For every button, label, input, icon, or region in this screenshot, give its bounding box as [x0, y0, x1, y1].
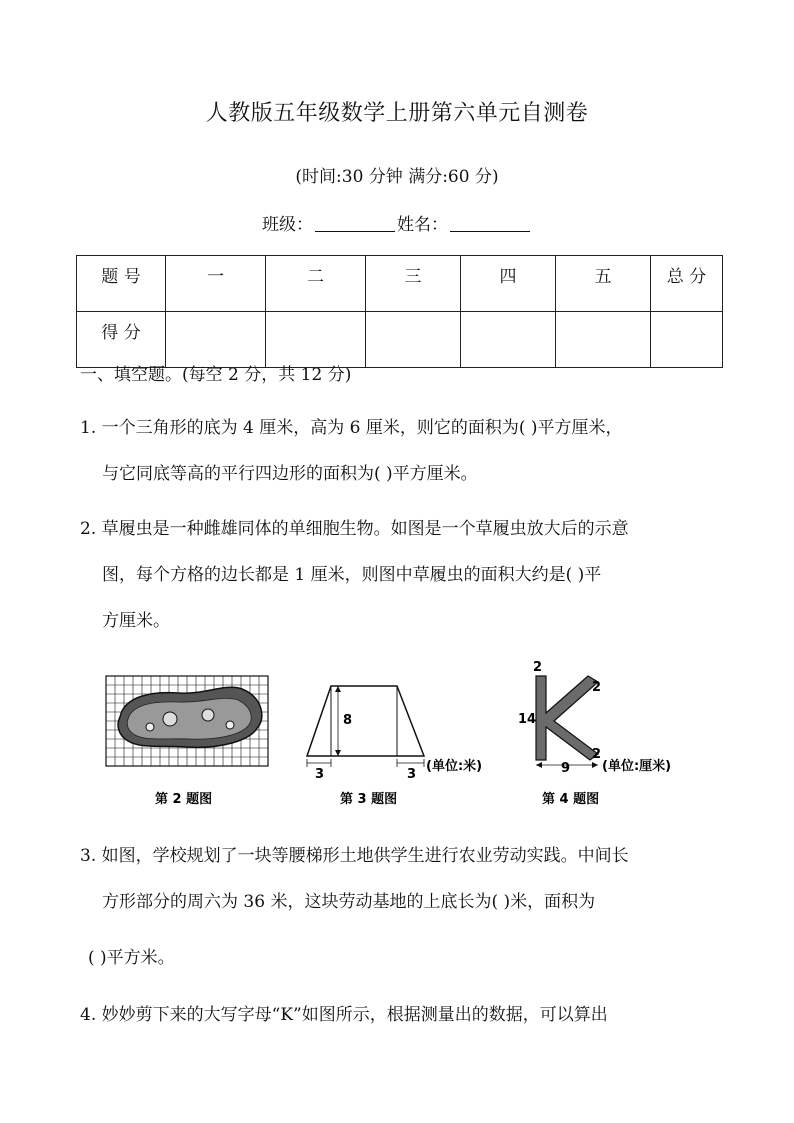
- question-line: 图，每个方格的边长都是 1 厘米，则图中草履虫的面积大约是( )平: [102, 565, 602, 585]
- score-cell[interactable]: [461, 312, 556, 368]
- fig3-caption: 第 3 题图: [340, 792, 398, 807]
- fig4-caption: 第 4 题图: [542, 792, 600, 807]
- fig2-caption: 第 2 题图: [155, 792, 213, 807]
- fig3-unit: (单位:米): [426, 759, 483, 774]
- fig4-arm-bottom-label: 2: [592, 747, 602, 762]
- fig4-top-label: 2: [533, 660, 543, 675]
- question-line: 方形部分的周六为 36 米，这块劳动基地的上底长为( )米，面积为: [102, 892, 596, 912]
- question-1: [80, 405, 720, 497]
- score-cell[interactable]: [366, 312, 461, 368]
- name-blank[interactable]: [450, 217, 530, 232]
- question-line: 1. 一个三角形的底为 4 厘米，高为 6 厘米，则它的面积为( )平方厘米，: [80, 418, 623, 438]
- question-4: [80, 992, 720, 1038]
- fig4-height-label: 14: [518, 712, 537, 727]
- header-cell: 四: [461, 256, 556, 312]
- header-cell: 一: [166, 256, 266, 312]
- student-info-line: [0, 210, 794, 235]
- question-line: 2. 草履虫是一种雌雄同体的单细胞生物。如图是一个草履虫放大后的示意: [80, 519, 629, 539]
- fig4-unit: (单位:厘米): [602, 759, 672, 774]
- header-cell: 题 号: [77, 256, 166, 312]
- score-cell[interactable]: [651, 312, 723, 368]
- figures-panel: [90, 655, 710, 815]
- header-cell: 二: [266, 256, 366, 312]
- question-line: 方厘米。: [102, 611, 170, 631]
- question-line: 4. 妙妙剪下来的大写字母“K”如图所示，根据测量出的数据，可以算出: [80, 1005, 608, 1025]
- question-line: ( )平方米。: [88, 948, 175, 968]
- name-label: 姓名：: [397, 215, 448, 235]
- score-table-header-row: [77, 256, 723, 312]
- class-blank[interactable]: [315, 217, 395, 232]
- fig3-right-label: 3: [407, 767, 417, 782]
- score-cell[interactable]: [556, 312, 651, 368]
- letter-k-figure: [518, 660, 671, 807]
- exam-info: (时间:30 分钟 满分:60 分): [295, 167, 499, 187]
- score-row-label: 得 分: [77, 312, 166, 368]
- score-table: [76, 255, 723, 368]
- section-heading: 一、填空题。(每空 2 分，共 12 分): [80, 365, 352, 385]
- question-3: [80, 833, 720, 981]
- question-2: [80, 506, 720, 644]
- fig4-base-label: 9: [561, 761, 571, 776]
- question-line: 与它同底等高的平行四边形的面积为( )平方厘米。: [102, 464, 478, 484]
- paramecium-figure: [106, 676, 268, 807]
- fig3-left-label: 3: [315, 767, 325, 782]
- fig4-arm-top-label: 2: [592, 680, 602, 695]
- fig3-height-label: 8: [343, 713, 353, 728]
- page-title: 人教版五年级数学上册第六单元自测卷: [205, 101, 589, 126]
- trapezoid-figure: [307, 686, 482, 807]
- header-cell: 总 分: [651, 256, 723, 312]
- header-cell: 五: [556, 256, 651, 312]
- header-cell: 三: [366, 256, 461, 312]
- question-line: 3. 如图，学校规划了一块等腰梯形土地供学生进行农业劳动实践。中间长: [80, 846, 629, 866]
- class-label: 班级：: [262, 215, 313, 235]
